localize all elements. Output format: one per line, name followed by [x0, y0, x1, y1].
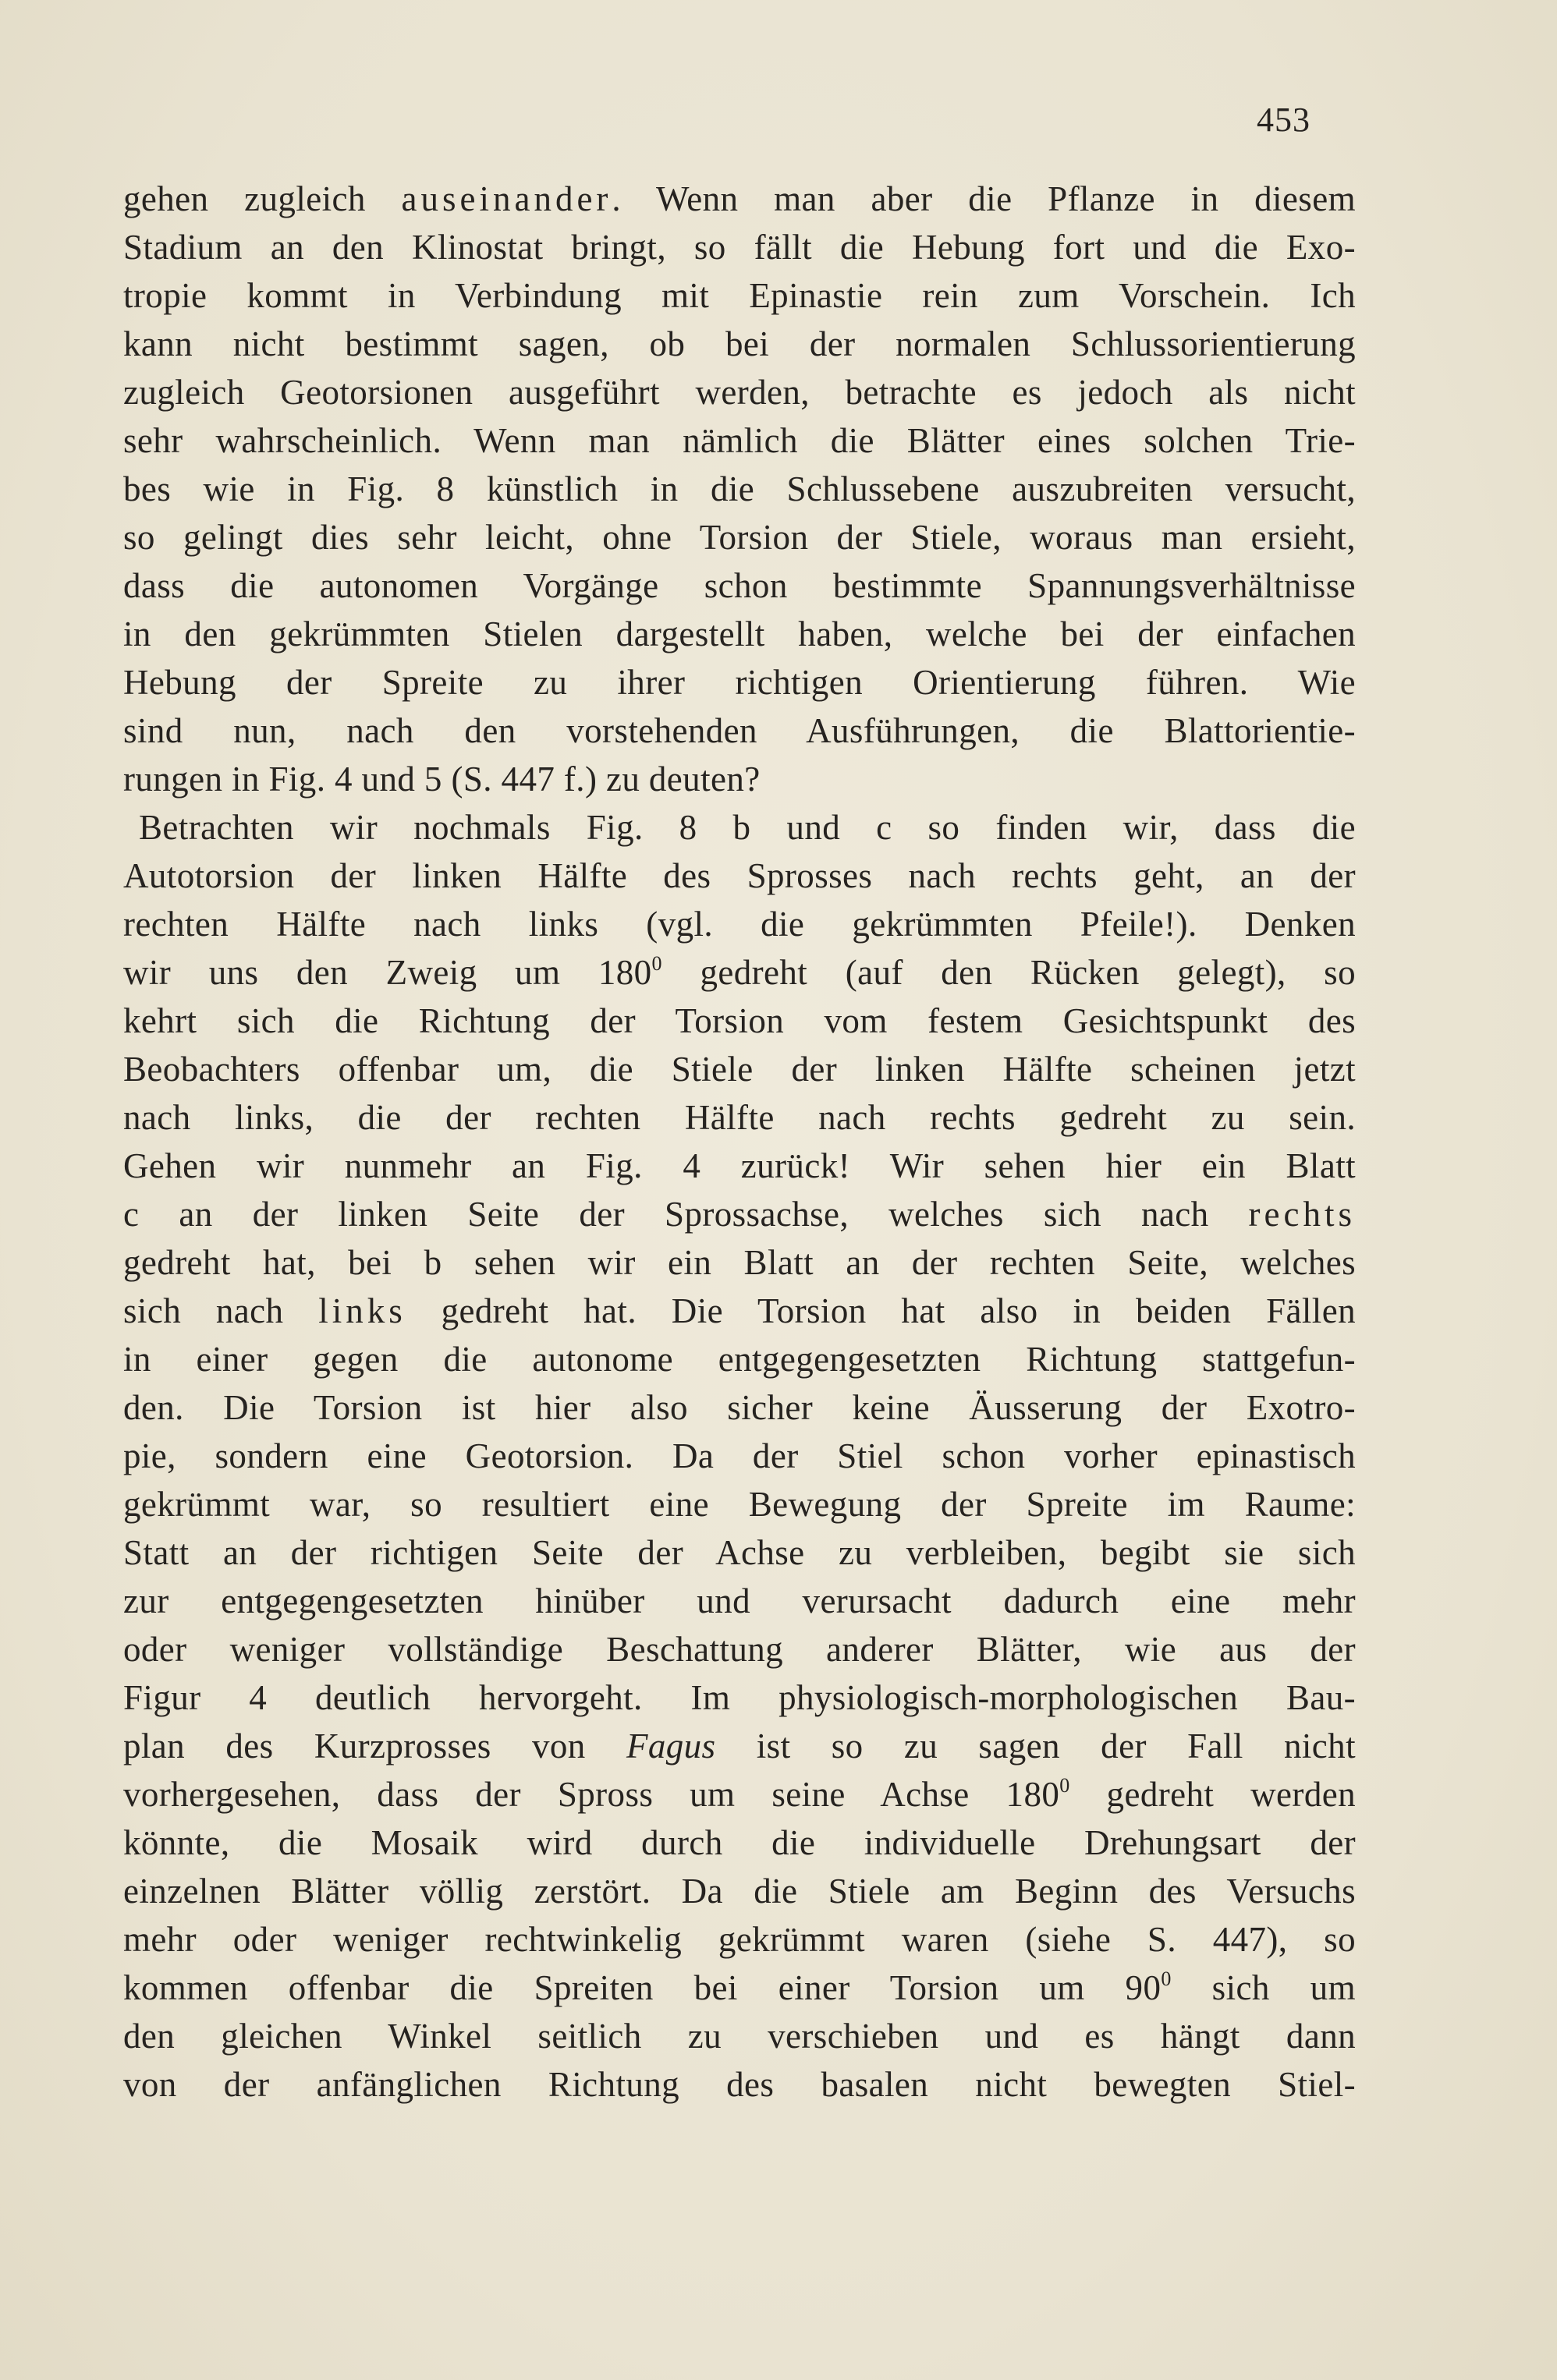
text-line — [123, 1528, 1356, 1577]
text-line — [123, 948, 1356, 997]
text-segment: gedreht hat. Die Torsion hat also in beiden Fällen — [406, 1291, 1356, 1330]
text-segment: kann nicht bestimmt sagen, ob bei der normalen Schlussorientierung — [123, 324, 1356, 363]
text-line — [123, 1673, 1356, 1722]
text-segment: wir uns den Zweig um 180 — [123, 953, 652, 992]
text-line — [123, 561, 1356, 610]
text-segment: den gleichen Winkel seitlich zu verschieben und es hängt dann — [123, 2017, 1356, 2056]
text-line — [123, 320, 1356, 368]
text-segment: Statt an der richtigen Seite der Achse zu verbleiben, begibt sie sich — [123, 1533, 1356, 1572]
text-line — [123, 175, 1356, 223]
degree-superscript: 0 — [651, 952, 662, 975]
text-line — [123, 1287, 1356, 1335]
text-line — [123, 755, 1356, 803]
text-line — [123, 658, 1356, 707]
text-segment: ist so zu sagen der Fall nicht — [715, 1727, 1356, 1766]
text-segment: zugleich Geotorsionen ausgeführt werden, betrachte es jedoch als nicht — [123, 373, 1356, 412]
text-segment: zur entgegengesetzten hinüber und verursacht dadurch eine mehr — [123, 1581, 1356, 1620]
text-segment: Stadium an den Klinostat bringt, so fällt die Hebung fort und die Exo- — [123, 228, 1356, 267]
text-segment: vorhergesehen, dass der Spross um seine Achse 180 — [123, 1775, 1060, 1814]
text-segment: dass die autonomen Vorgänge schon bestimmte Spannungsverhältnisse — [123, 566, 1356, 605]
spaced-emphasis: auseinander — [401, 179, 612, 218]
text-segment: plan des Kurzprosses von — [123, 1727, 626, 1766]
text-line — [123, 1867, 1356, 1915]
text-line — [123, 1190, 1356, 1238]
text-line — [123, 1045, 1356, 1093]
text-line — [123, 368, 1356, 416]
text-line — [123, 2060, 1356, 2109]
text-line — [123, 2012, 1356, 2060]
text-segment: rechten Hälfte nach links (vgl. die gekrümmten Pfeile!). Denken — [123, 905, 1356, 944]
text-segment: mehr oder weniger rechtwinkelig gekrümmt waren (siehe S. 447), so — [123, 1920, 1356, 1959]
text-segment: einzelnen Blätter völlig zerstört. Da die Stiele am Beginn des Versuchs — [123, 1872, 1356, 1911]
text-segment: Hebung der Spreite zu ihrer richtigen Orientierung führen. Wie — [123, 663, 1356, 702]
text-line — [123, 465, 1356, 513]
text-segment: pie, sondern eine Geotorsion. Da der Stiel schon vorher epinastisch — [123, 1436, 1356, 1475]
text-segment: gedreht (auf den Rücken gelegt), so — [661, 953, 1356, 992]
text-line — [123, 1432, 1356, 1480]
text-segment: gekrümmt war, so resultiert eine Bewegung der Spreite im Raume: — [123, 1485, 1356, 1524]
text-segment: gedreht hat, bei b sehen wir ein Blatt an der rechten Seite, welches — [123, 1243, 1356, 1282]
text-segment: sehr wahrscheinlich. Wenn man nämlich die Blätter eines solchen Trie- — [123, 421, 1356, 460]
text-line — [123, 707, 1356, 755]
text-line — [123, 900, 1356, 948]
text-segment: nach links, die der rechten Hälfte nach rechts gedreht zu sein. — [123, 1098, 1356, 1137]
text-line — [123, 223, 1356, 271]
text-line — [123, 1770, 1356, 1819]
degree-superscript: 0 — [1161, 1967, 1172, 1990]
text-line — [123, 1625, 1356, 1673]
degree-superscript: 0 — [1059, 1774, 1070, 1797]
text-segment: oder weniger vollständige Beschattung anderer Blätter, wie aus der — [123, 1630, 1356, 1669]
text-line — [123, 513, 1356, 561]
text-segment: gehen zugleich — [123, 179, 402, 218]
text-line — [123, 1238, 1356, 1287]
body-text — [123, 175, 1356, 2109]
text-line — [123, 803, 1356, 852]
text-line — [123, 1335, 1356, 1383]
text-line — [123, 1480, 1356, 1528]
text-line — [123, 1142, 1356, 1190]
text-line — [123, 1383, 1356, 1432]
italic-term: Fagus — [626, 1727, 716, 1766]
text-segment: so gelingt dies sehr leicht, ohne Torsion der Stiele, woraus man ersieht, — [123, 518, 1356, 557]
text-segment: kehrt sich die Richtung der Torsion vom festem Gesichtspunkt des — [123, 1001, 1356, 1040]
text-line — [123, 610, 1356, 658]
text-segment: . Wenn man aber die Pflanze in diesem — [612, 179, 1356, 218]
text-line — [123, 271, 1356, 320]
text-segment: sich nach — [123, 1291, 319, 1330]
text-segment: Beobachters offenbar um, die Stiele der linken Hälfte scheinen jetzt — [123, 1050, 1356, 1089]
text-segment: Figur 4 deutlich hervorgeht. Im physiologisch-morphologischen Bau- — [123, 1678, 1356, 1717]
text-segment: sich um — [1171, 1968, 1356, 2007]
text-segment: kommen offenbar die Spreiten bei einer Torsion um 90 — [123, 1968, 1162, 2007]
text-segment: bes wie in Fig. 8 künstlich in die Schlussebene auszubreiten versucht, — [123, 469, 1356, 508]
text-line — [123, 852, 1356, 900]
text-line — [123, 416, 1356, 465]
text-segment: in den gekrümmten Stielen dargestellt haben, welche bei der einfachen — [123, 614, 1356, 653]
text-segment: Autotorsion der linken Hälfte des Sprosses nach rechts geht, an der — [123, 856, 1356, 895]
text-segment: in einer gegen die autonome entgegengesetzten Richtung stattgefun- — [123, 1340, 1356, 1379]
text-line — [123, 1915, 1356, 1964]
text-segment: könnte, die Mosaik wird durch die individuelle Drehungsart der — [123, 1823, 1356, 1862]
text-segment: den. Die Torsion ist hier also sicher keine Äusserung der Exotro- — [123, 1388, 1356, 1427]
text-segment: sind nun, nach den vorstehenden Ausführungen, die Blattorientie- — [123, 711, 1356, 750]
spaced-emphasis: rechts — [1248, 1195, 1356, 1234]
text-line — [123, 1093, 1356, 1142]
text-line — [123, 1819, 1356, 1867]
text-segment: tropie kommt in Verbindung mit Epinastie rein zum Vorschein. Ich — [123, 276, 1356, 315]
text-segment: Betrachten wir nochmals Fig. 8 b und c so finden wir, dass die — [139, 808, 1356, 847]
spaced-emphasis: links — [318, 1291, 406, 1330]
text-segment: rungen in Fig. 4 und 5 (S. 447 f.) zu deuten? — [123, 760, 761, 799]
text-segment: Gehen wir nunmehr an Fig. 4 zurück! Wir sehen hier ein Blatt — [123, 1146, 1356, 1185]
text-segment: von der anfänglichen Richtung des basalen nicht bewegten Stiel- — [123, 2065, 1356, 2104]
text-line — [123, 1577, 1356, 1625]
text-line — [123, 997, 1356, 1045]
page-number: 453 — [1257, 101, 1311, 139]
text-line — [123, 1964, 1356, 2012]
text-line — [123, 1722, 1356, 1770]
text-segment: c an der linken Seite der Sprossachse, welches sich nach — [123, 1195, 1249, 1234]
text-segment: gedreht werden — [1069, 1775, 1356, 1814]
